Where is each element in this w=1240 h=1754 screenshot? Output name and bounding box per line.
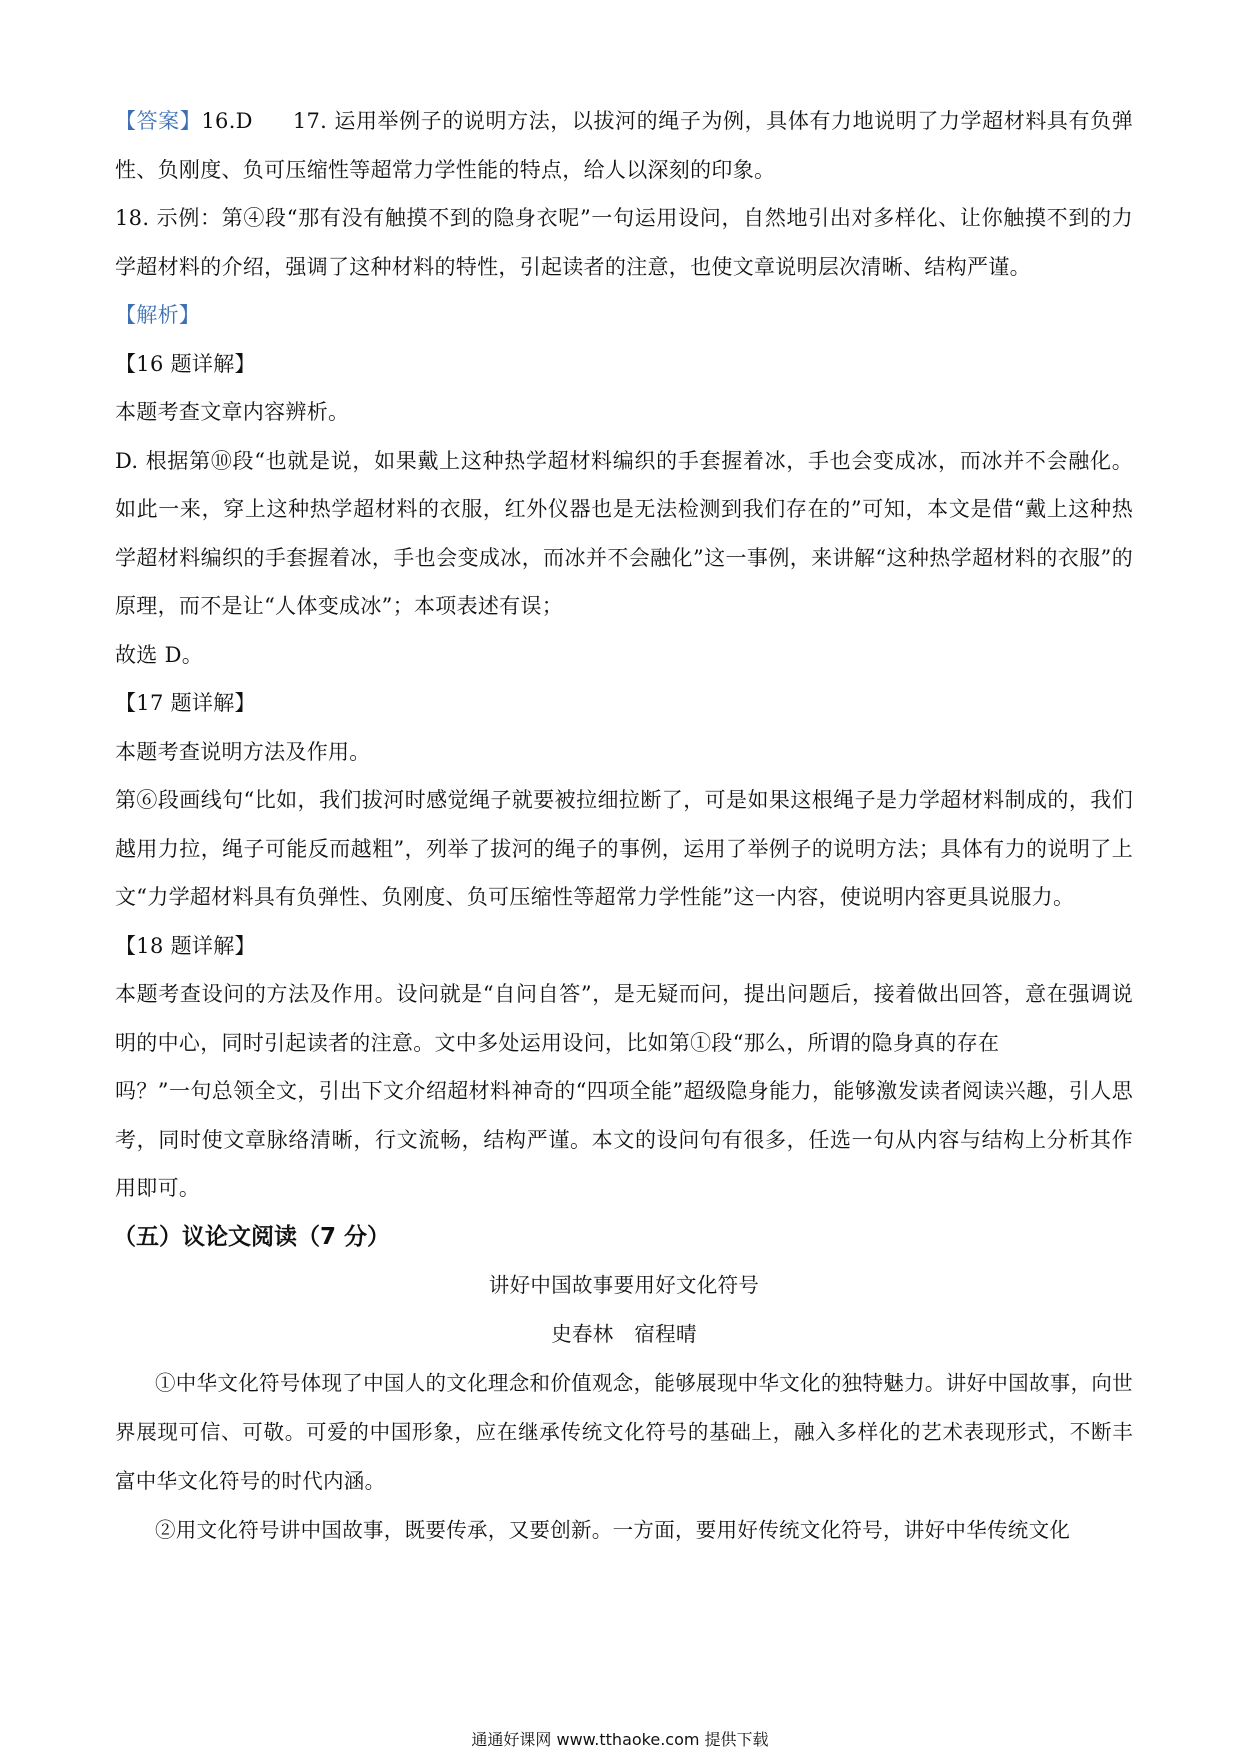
q16-heading: 【16 题详解】 xyxy=(115,351,256,376)
q17-intro: 本题考查说明方法及作用。 xyxy=(115,739,371,764)
section-title: （五）议论文阅读（7 分） xyxy=(113,1223,391,1250)
document-page xyxy=(115,97,1133,1555)
footer-source: 通通好课网 www.tthaoke.com 提供下载 xyxy=(471,1730,769,1749)
passage-paragraph-1: ①中华文化符号体现了中国人的文化理念和价值观念，能够展现中华文化的独特魅力。讲好中国故事，向世界展现可信、可敬。可爱的中国形象，应在继承传统文化符号的基础上，融入多样化的艺术表现形式，不断丰富中华文化符号的时代内涵。 xyxy=(115,1371,1133,1493)
answer-q18: 18. 示例：第④段“那有没有触摸不到的隐身衣呢”一句运用设问，自然地引出对多样化、让你触摸不到的力学超材料的介绍，强调了这种材料的特性，引起读者的注意，也使文章说明层次清晰、结构严谨。 xyxy=(115,206,1133,279)
q16-body: D. 根据第⑩段“也就是说，如果戴上这种热学超材料编织的手套握着冰，手也会变成冰，而冰并不会融化。如此一来，穿上这种热学超材料的衣服，红外仪器也是无法检测到我们存在的”可知，本文是借“戴上这种热学超材料编织的手套握着冰，手也会变成冰，而冰并不会融化”这一事例，来讲解“这种热学超材料的衣服”的原理，而不是让“人体变成冰”；本项表述有误； xyxy=(115,448,1133,618)
passage-title: 讲好中国故事要用好文化符号 xyxy=(488,1273,760,1297)
answer-q17: 17. 运用举例子的说明方法，以拔河的绳子为例，具体有力地说明了力学超材料具有负弹性、负刚度、负可压缩性等超常力学性能的特点，给人以深刻的印象。 xyxy=(115,109,1133,182)
q18-body-part2: 吗？”一句总领全文，引出下文介绍超材料神奇的“四项全能”超级隐身能力，能够激发读者阅读兴趣，引人思考，同时使文章脉络清晰，行文流畅，结构严谨。本文的设问句有很多，任选一句从内容与结构上分析其作用即可。 xyxy=(115,1079,1133,1200)
answer-label: 【答案】 xyxy=(115,109,202,133)
q18-body-part1: 本题考查设问的方法及作用。设问就是“自问自答”，是无疑而问，提出问题后，接着做出回答，意在强调说明的中心，同时引起读者的注意。文中多处运用设问，比如第①段“那么，所谓的隐身真的存在 xyxy=(115,982,1133,1055)
analysis-label: 【解析】 xyxy=(115,303,201,327)
q17-heading: 【17 题详解】 xyxy=(115,691,256,715)
answer-q16: 16.D xyxy=(201,109,253,133)
q16-intro: 本题考查文章内容辨析。 xyxy=(115,400,350,424)
q17-body: 第⑥段画线句“比如，我们拔河时感觉绳子就要被拉细拉断了，可是如果这根绳子是力学超材料制成的，我们越用力拉，绳子可能反而越粗”，列举了拔河的绳子的事例，运用了举例子的说明方法；具体有力的说明了上文“力学超材料具有负弹性、负刚度、负可压缩性等超常力学性能”这一内容，使说明内容更具说服力。 xyxy=(115,788,1133,909)
passage-authors: 史春林 宿程晴 xyxy=(551,1322,697,1346)
reading-passage xyxy=(115,1261,1133,1555)
passage-paragraph-2: ②用文化符号讲中国故事，既要传承，又要创新。一方面，要用好传统文化符号，讲好中华传统文化 xyxy=(155,1518,1071,1542)
q16-conclusion: 故选 D。 xyxy=(115,642,204,667)
answer-paragraph xyxy=(115,97,1133,194)
q18-heading: 【18 题详解】 xyxy=(115,933,256,958)
